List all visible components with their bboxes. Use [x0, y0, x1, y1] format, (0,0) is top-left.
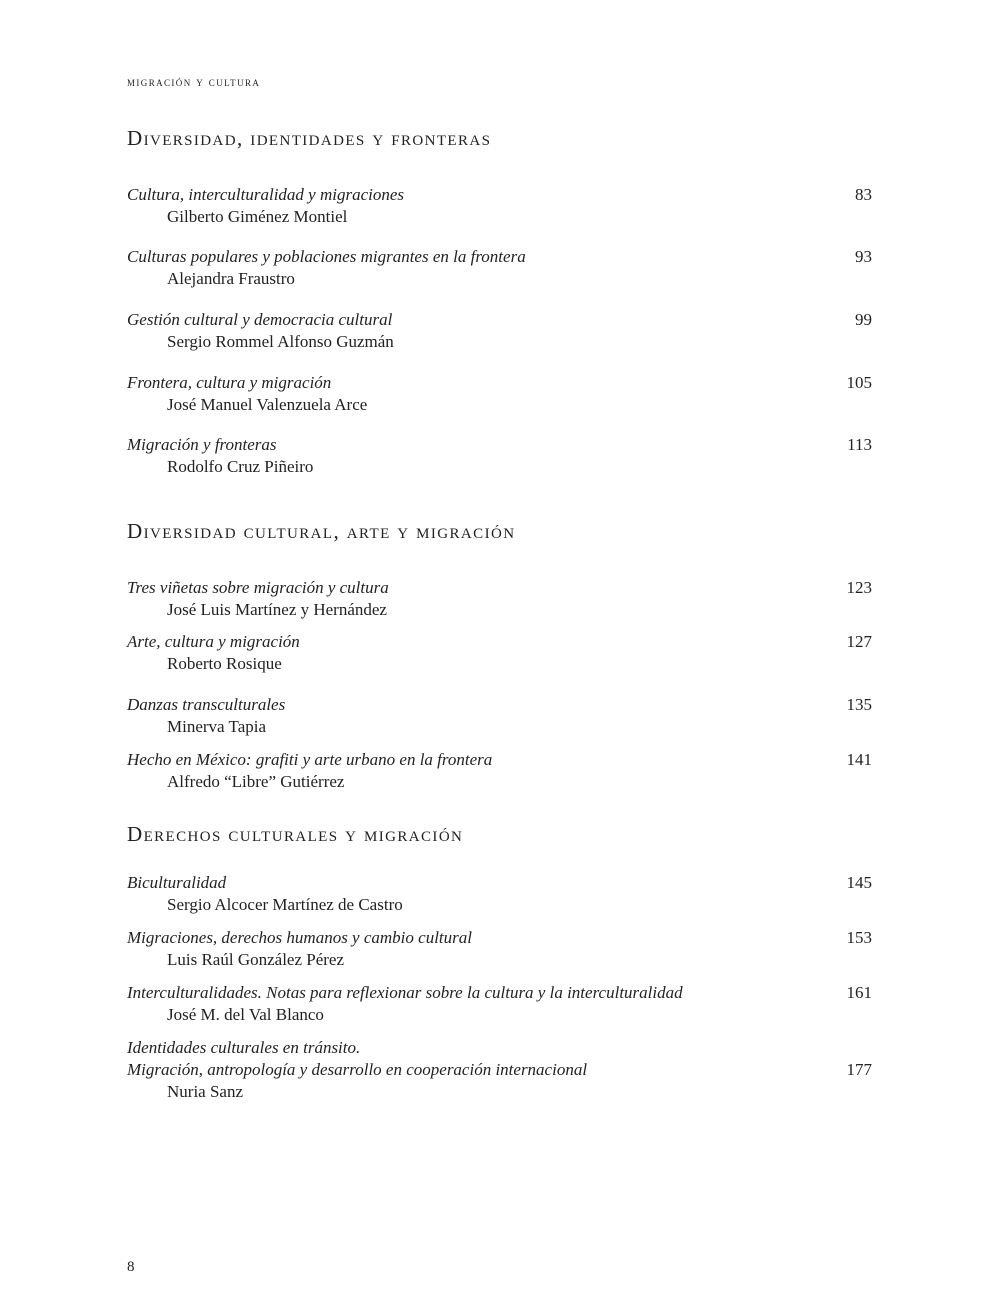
entry-page: 99 — [855, 310, 872, 329]
entry-author: José Manuel Valenzuela Arce — [167, 395, 368, 414]
entry-author: Sergio Alcocer Martínez de Castro — [167, 895, 403, 914]
entry-author: Rodolfo Cruz Piñeiro — [167, 457, 314, 476]
entry-title: Migración y fronteras — [127, 435, 277, 454]
toc-entry[interactable] — [127, 184, 872, 228]
toc-entry[interactable] — [127, 631, 872, 675]
entry-page: 123 — [846, 578, 872, 597]
entry-title: Migraciones, derechos humanos y cambio cultural — [127, 928, 472, 947]
entry-title: Identidades culturales en tránsito. — [127, 1038, 361, 1057]
toc-entry[interactable] — [127, 309, 872, 353]
entry-author: José Luis Martínez y Hernández — [167, 600, 387, 619]
entry-title-line-2: Migración, antropología y desarrollo en cooperación internacional — [127, 1060, 588, 1079]
toc-entry[interactable] — [127, 434, 872, 478]
entry-title: Biculturalidad — [127, 873, 227, 892]
section-title: Diversidad cultural, arte y migración — [127, 519, 516, 543]
entry-page: 141 — [846, 750, 872, 769]
entry-page: 127 — [846, 632, 872, 651]
toc-entry[interactable] — [127, 694, 872, 738]
entry-page: 83 — [855, 185, 872, 204]
entry-page: 93 — [855, 247, 872, 266]
toc-entry[interactable] — [127, 927, 872, 971]
entry-title: Danzas transculturales — [127, 695, 286, 714]
entry-title: Cultura, interculturalidad y migraciones — [127, 185, 405, 204]
entry-author: Luis Raúl González Pérez — [167, 950, 345, 969]
entry-author: Alfredo “Libre” Gutiérrez — [167, 772, 345, 791]
entry-author: Sergio Rommel Alfonso Guzmán — [167, 332, 394, 351]
entry-author: Roberto Rosique — [167, 654, 282, 673]
entry-page: 177 — [846, 1060, 872, 1079]
entry-title: Gestión cultural y democracia cultural — [127, 310, 393, 329]
entry-title: Frontera, cultura y migración — [127, 373, 332, 392]
entry-author: Alejandra Fraustro — [167, 269, 295, 288]
entry-page: 161 — [846, 983, 872, 1002]
toc-entry[interactable] — [127, 577, 872, 621]
toc-entry[interactable] — [127, 982, 872, 1026]
section-title: Derechos culturales y migración — [127, 822, 464, 846]
entry-title: Interculturalidades. Notas para reflexionar sobre la cultura y la interculturalidad — [127, 983, 683, 1002]
entry-page: 153 — [846, 928, 872, 947]
entry-page: 105 — [846, 373, 872, 392]
entry-title: Hecho en México: grafiti y arte urbano en la frontera — [127, 750, 493, 769]
entry-author: Nuria Sanz — [167, 1082, 244, 1101]
toc-entry[interactable] — [127, 246, 872, 290]
entry-author: José M. del Val Blanco — [167, 1005, 324, 1024]
entry-author: Minerva Tapia — [167, 717, 267, 736]
entry-page: 113 — [847, 435, 872, 454]
toc-entry[interactable] — [127, 372, 872, 416]
toc-entry[interactable] — [127, 872, 872, 916]
entry-page: 135 — [846, 695, 872, 714]
page-number: 8 — [127, 1259, 135, 1275]
entry-title: Arte, cultura y migración — [127, 632, 300, 651]
section-title: Diversidad, identidades y fronteras — [127, 126, 492, 150]
entry-title: Tres viñetas sobre migración y cultura — [127, 578, 389, 597]
toc-entry[interactable] — [127, 749, 872, 793]
entry-page: 145 — [846, 873, 872, 892]
entry-title: Culturas populares y poblaciones migrantes en la frontera — [127, 247, 526, 266]
running-head: migración y cultura — [127, 74, 261, 89]
entry-author: Gilberto Giménez Montiel — [167, 207, 348, 226]
toc-entry[interactable] — [127, 1037, 872, 1103]
